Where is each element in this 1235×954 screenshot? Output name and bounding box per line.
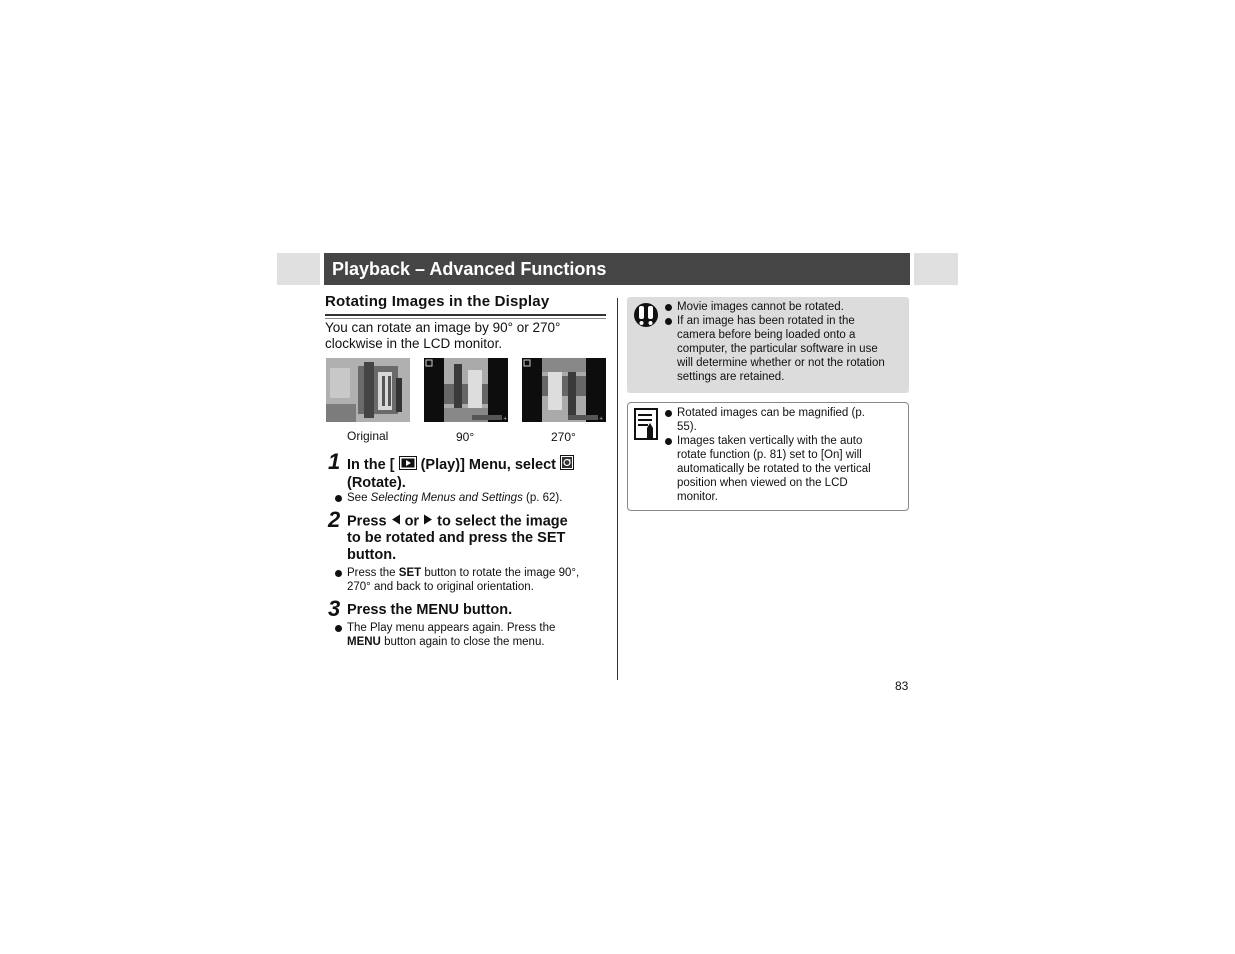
svg-text:+: + <box>503 416 508 422</box>
step-1-bullet: See Selecting Menus and Settings (p. 62). <box>347 492 563 504</box>
right-arrow-icon <box>423 513 433 530</box>
step-3-bullet: The Play menu appears again. Press the MENU button again to close the menu. <box>347 622 556 648</box>
rotated-270-image <box>522 358 606 422</box>
intro-text: You can rotate an image by 90° or 270° clockwise in the LCD monitor. <box>325 320 561 351</box>
caption-90: 90° <box>456 430 475 444</box>
memo-icon <box>634 408 658 445</box>
left-side-tab <box>277 253 320 285</box>
column-divider <box>617 298 618 680</box>
step-1-text: In the [ (Play)] Menu, select (Rotate). <box>347 455 609 492</box>
page-header <box>324 253 910 285</box>
title-underline-thin <box>325 318 606 319</box>
step-2-bullet-dot <box>335 570 342 577</box>
note-item-1: Rotated images can be magnified (p. 55). <box>677 407 865 433</box>
right-side-tab <box>914 253 958 285</box>
caution-item-1: Movie images cannot be rotated. <box>677 301 844 313</box>
note-bullet-1 <box>665 410 672 417</box>
page-number: 83 <box>895 679 909 693</box>
caption-270: 270° <box>551 430 576 444</box>
note-item-2: Images taken vertically with the auto rotate function (p. 81) set to [On] will automatically be rotated to the vertical position when viewed on the LCD monitor. <box>677 435 871 503</box>
caption-original: Original <box>347 429 389 443</box>
step-1-number: 1 <box>328 449 341 474</box>
step-2-bullet: Press the SET button to rotate the image 90°, 270° and back to original orientation. <box>347 567 580 593</box>
left-arrow-icon <box>391 513 401 530</box>
step-1-bullet-dot <box>335 495 342 502</box>
original-image <box>326 358 410 422</box>
section-title: Rotating Images in the Display <box>325 293 550 310</box>
note-bullet-2 <box>665 438 672 445</box>
step-2-text: Press or to select the image to be rotated and press the SET button. <box>347 513 568 564</box>
step-3-bullet-dot <box>335 625 342 632</box>
svg-text:+: + <box>599 416 604 422</box>
title-underline <box>325 314 606 316</box>
caution-bullet-1 <box>665 304 672 311</box>
step-3-number: 3 <box>328 596 341 621</box>
caution-icon <box>633 302 659 333</box>
rotate-icon <box>560 455 574 475</box>
caution-bullet-2 <box>665 318 672 325</box>
step-3-text: Press the MENU button. <box>347 602 513 618</box>
rotated-90-image <box>424 358 508 422</box>
play-icon <box>399 456 417 475</box>
caution-item-2: If an image has been rotated in the camera before being loaded onto a computer, the particular software in use will determine whether or not the rotation settings are retained. <box>677 315 885 383</box>
header-title: Playback – Advanced Functions <box>332 259 607 279</box>
step-2-number: 2 <box>328 507 341 532</box>
